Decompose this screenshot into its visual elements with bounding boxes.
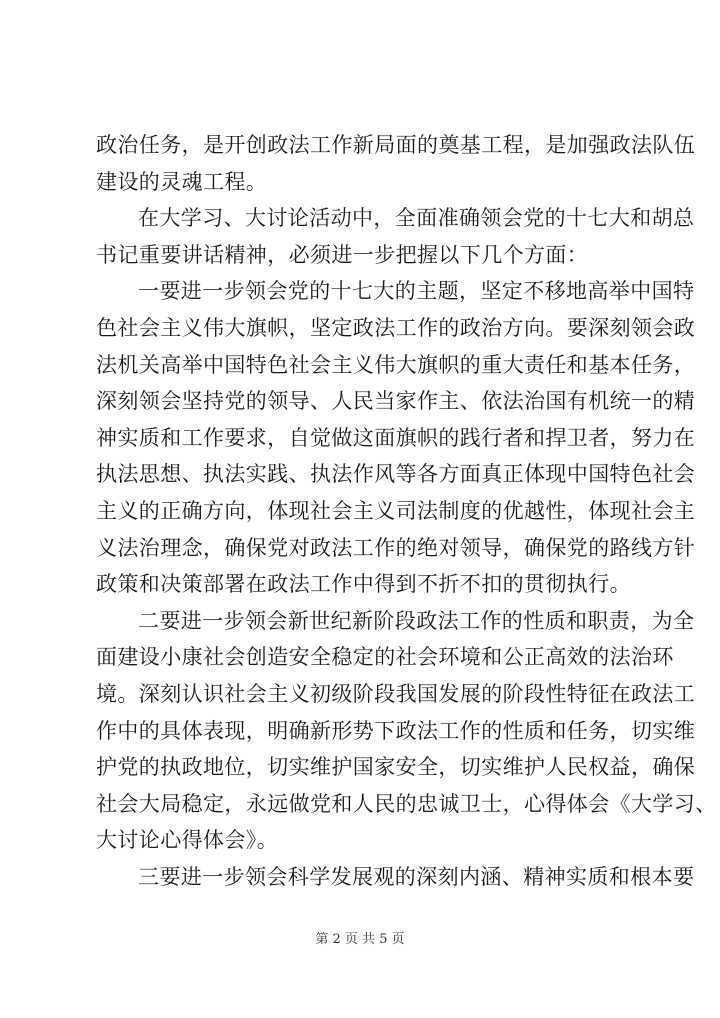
- text-line: 执法思想、执法实践、执法作风等各方面真正体现中国特色社会: [96, 462, 696, 487]
- text-line: 主义的正确方向，体现社会主义司法制度的优越性，体现社会主: [96, 498, 696, 523]
- text-line: 政治任务，是开创政法工作新局面的奠基工程，是加强政法队伍: [96, 133, 696, 157]
- paragraph-1: [96, 127, 696, 200]
- text-line: 建设的灵魂工程。: [96, 169, 268, 194]
- text-line: 书记重要讲话精神，必须进一步把握以下几个方面：: [96, 242, 589, 267]
- text-line: 政策和决策部署在政法工作中得到不折不扣的贯彻执行。: [96, 572, 631, 597]
- paragraph-3: [96, 273, 696, 602]
- document-body: [96, 127, 717, 895]
- text-line: 护党的执政地位，切实维护国家安全，切实维护人民权益，确保: [96, 755, 696, 780]
- text-line: 深刻领会坚持党的领导、人民当家作主、依法治国有机统一的精: [96, 389, 696, 414]
- text-line: 义法治理念，确保党对政法工作的绝对领导，确保党的路线方针: [96, 535, 696, 560]
- text-line: 在大学习、大讨论活动中，全面准确领会党的十七大和胡总: [138, 206, 695, 231]
- paragraph-4: [96, 603, 717, 859]
- text-line: 作中的具体表现，明确新形势下政法工作的性质和任务，切实维: [96, 718, 696, 743]
- page-number-footer: 第 2 页 共 5 页: [315, 932, 405, 947]
- text-line: 二要进一步领会新世纪新阶段政法工作的性质和职责，为全: [138, 608, 695, 633]
- text-line: 三要进一步领会科学发展观的深刻内涵、精神实质和根本要: [138, 864, 695, 889]
- text-line: 色社会主义伟大旗帜，坚定政法工作的政治方向。要深刻领会政: [96, 315, 696, 340]
- text-line: 一要进一步领会党的十七大的主题，坚定不移地高举中国特: [138, 279, 695, 304]
- paragraph-2: [96, 200, 695, 273]
- text-line: 大讨论心得体会》。: [96, 828, 279, 853]
- text-line: 神实质和工作要求，自觉做这面旗帜的践行者和捍卫者，努力在: [96, 425, 696, 450]
- paragraph-5: [96, 859, 695, 896]
- text-line: 社会大局稳定，永远做党和人民的忠诚卫士，心得体会《大学习、: [96, 791, 717, 816]
- text-line: 面建设小康社会创造安全稳定的社会环境和公正高效的法治环: [96, 645, 674, 670]
- text-line: 境。深刻认识社会主义初级阶段我国发展的阶段性特征在政法工: [96, 681, 696, 706]
- text-line: 法机关高举中国特色社会主义伟大旗帜的重大责任和基本任务，: [96, 352, 696, 377]
